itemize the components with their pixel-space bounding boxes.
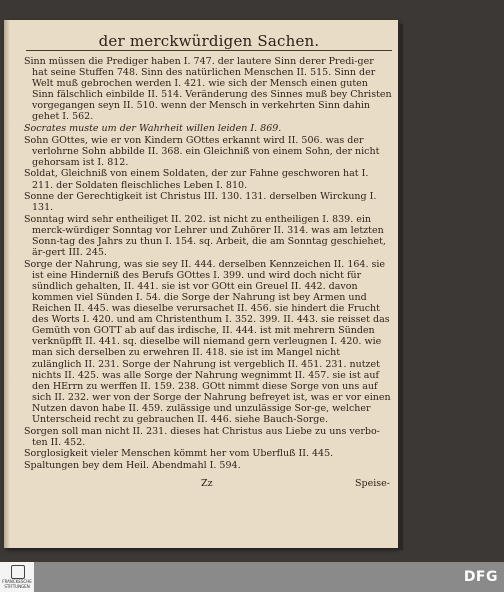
signature-mark: Zz	[201, 478, 213, 489]
dfg-logo[interactable]: DFG	[463, 569, 498, 585]
spine-shadow	[4, 20, 10, 548]
running-head: der merckwürdigen Sachen.	[98, 32, 320, 50]
bottom-bar	[0, 562, 504, 592]
index-entry-spaltungen: Spaltungen bey dem Heil. Abendmahl I. 594.	[24, 459, 241, 471]
foundation-emblem-icon	[11, 565, 25, 579]
index-entry-sorgen: Sorgen soll man nicht II. 231. dieses hat Christus aus Liebe zu uns verbo-ten II. 452.	[24, 425, 380, 448]
index-entry-sinn: Sinn müssen die Prediger haben I. 747. der lautere Sinn derer Predi-ger hat seine Stuffen 748. Sinn des natürlichen Menschen II. 515. Sinn der Welt muß gebrochen werden I. 421. wie sich der Mensch einen guten Sinn fälschlich einbilde II. 514. Veränderung des Sinnes muß bey Christen vorgegangen seyn II. 510. wenn der Mensch in verkehrten Sinn dahin gehet I. 562.	[24, 56, 392, 123]
index-entry-sohn: Sohn GOttes, wie er von Kindern GOttes erkannt wird II. 506. was der verlohrne Sohn abbilde II. 368. ein Gleichniß von einem Sohn, der nicht gehorsam ist I. 812.	[24, 134, 380, 168]
page-header	[26, 24, 392, 51]
index-entry-sonne: Sonne der Gerechtigkeit ist Christus III. 130. 131. derselben Wirckung I. 131.	[24, 191, 377, 214]
index-entry-sonntag: Sonntag wird sehr entheiliget II. 202. ist nicht zu entheiligen I. 839. ein merck-würdiger Sonntag vor Lehrer und Zuhörer II. 314. was am letzten Sonn-tag des Jahrs zu thun I. 154. sq. Arbeit, die am Sonntag geschiehet, är-gert III. 245.	[24, 213, 386, 259]
index-entry-sorglosigkeit: Sorglosigkeit vieler Menschen kömmt her vom Uberfluß II. 445.	[24, 448, 334, 460]
index-text	[24, 56, 392, 471]
index-entry-socrates: Socrates muste um der Wahrheit willen leiden I. 869.	[24, 123, 282, 135]
index-entry-soldat: Soldat, Gleichniß von einem Soldaten, der zur Fahne geschworen hat I. 211. der Soldaten fleischliches Leben I. 810.	[24, 168, 369, 191]
francke-foundation-logo[interactable]	[0, 562, 34, 592]
foundation-logo-text: FRANCKESCHE STIFTUNGEN	[2, 579, 32, 589]
page-edge	[398, 24, 403, 550]
index-entry-sorge-der-nahrung: Sorge der Nahrung, was sie sey II. 444. derselben Kennzeichen II. 164. sie ist eine Hinderniß des Berufs GOttes I. 399. und wird doch nicht für sündlich gehalten, II. 441. sie ist vor GOtt ein Greuel II. 442. davon kommen viel Sünden I. 54. die Sorge der Nahrung ist bey Armen und Reichen II. 445. was dieselbe verursachet II. 456. sie hindert die Frucht des Worts I. 420. und am Christenthum I. 352. 399. II. 443. sie reisset das Gemüth von GOTT ab auf das irdische, II. 444. ist mit mehrern Sünden verknüpfft II. 441. sq. dieselbe will niemand gern verleugnen I. 420. wie man sich derselben zu erwehren II. 418. sie ist im Mangel nicht zulänglich II. 231. Sorge der Nahrung ist vergeblich II. 451. 231. nutzet nichts II. 425. was alle Sorge der Nahrung wegnimmt II. 457. sie ist auf den HErrn zu werffen II. 159. 238. GOtt nimmt diese Sorge von uns auf sich II. 232. wer von der Sorge der Nahrung befreyet ist, was er vor einen Nutzen davon habe II. 459. zulässige und unzulässige Sor-ge, welcher Unterscheid recht zu gebrauchen II. 446. siehe Bauch-Sorge.	[24, 258, 391, 425]
page-footer	[26, 478, 392, 492]
catchword: Speise-	[355, 478, 390, 489]
